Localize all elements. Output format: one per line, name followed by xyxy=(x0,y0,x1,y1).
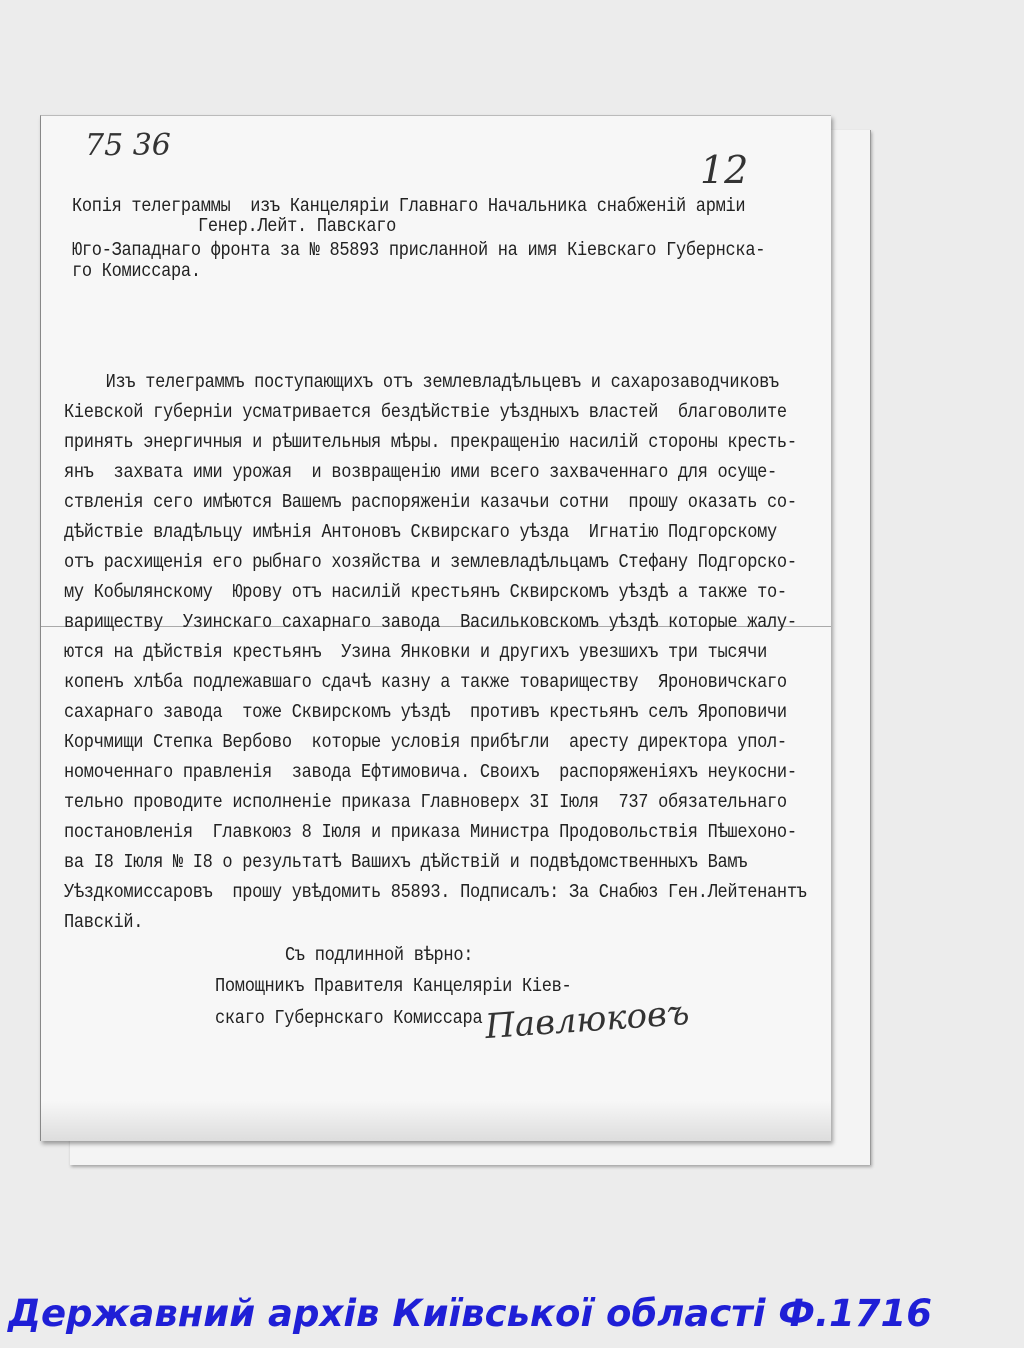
signature: Павлюковъ xyxy=(483,992,691,1048)
body-line: Корчмищи Степка Вербово которые условія прибѣгли аресту директора упол- xyxy=(64,732,787,754)
page-number: 12 xyxy=(700,148,749,192)
header-line: Копія телеграммы изъ Канцеляріи Главнаго Начальника снабженій арміи xyxy=(72,196,746,218)
body-line: копенъ хлѣба подлежавшаго сдачѣ казну а также товариществу Яроновичскаго xyxy=(64,672,787,694)
closing-line: Съ подлинной вѣрно: xyxy=(285,945,474,967)
body-line: вариществу Узинскаго сахарнаго завода Васильковскомъ уѣздѣ которые жалу- xyxy=(64,612,797,634)
body-line: принять энергичныя и рѣшительныя мѣры. прекращенію насилій стороны кресть- xyxy=(64,432,797,454)
header-line: го Комиссара. xyxy=(72,261,201,283)
body-line: ются на дѣйствія крестьянъ Узина Янковки и другихъ увезшихъ три тысячи xyxy=(64,642,768,664)
body-line: Уѣздкомиссаровъ прошу увѣдомить 85893. Подписалъ: За Снабюз Ген.Лейтенантъ xyxy=(64,882,807,904)
header-line: Юго-Западнаго фронта за № 85893 присланной на имя Кіевскаго Губернска- xyxy=(72,240,766,262)
body-line: Кіевской губерніи усматривается бездѣйствіе уѣздныхъ властей благоволите xyxy=(64,402,787,424)
body-line: Павскій. xyxy=(64,912,144,934)
body-line: тельно проводите исполненіе приказа Главноверх 3I Іюля 737 обязательнаго xyxy=(64,792,787,814)
archive-caption: Державний архів Київської області Ф.1716 xyxy=(8,1292,933,1335)
closing-line: Помощникъ Правителя Канцеляріи Кіев- xyxy=(215,976,572,998)
body-line: ствленія сего имѣются Вашемъ распоряженіи казачьи сотни прошу оказать со- xyxy=(64,492,797,514)
body-line: постановленія Главкоюз 8 Іюля и приказа Министра Продовольствія Пѣшехоно- xyxy=(64,822,797,844)
body-line: му Кобылянскому Юрову отъ насилій крестьянъ Сквирскомъ уѣздѣ а также то- xyxy=(64,582,787,604)
body-line: отъ расхищенія его рыбнаго хозяйства и землевладѣльцамъ Стефану Подгорско- xyxy=(64,552,797,574)
closing-line: скаго Губернскаго Комиссара xyxy=(215,1008,483,1030)
body-line: янъ захвата ими урожая и возвращенію ими всего захваченнаго для осуще- xyxy=(64,462,777,484)
body-line: дѣйствіе владѣльцу имѣнія Антоновъ Сквирскаго уѣзда Игнатію Подгорскому xyxy=(64,522,777,544)
header-line: Генер.Лейт. Павскаго xyxy=(198,216,397,238)
body-line: сахарнаго завода тоже Сквирскомъ уѣздѣ противъ крестьянъ селъ Яроповичи xyxy=(64,702,787,724)
body-line: номоченнаго правленія завода Ефтимовича. Своихъ распоряженіяхъ неукосни- xyxy=(64,762,797,784)
body-line: Изъ телеграммъ поступающихъ отъ землевладѣльцевъ и сахарозаводчиковъ xyxy=(66,372,779,394)
body-line: ва I8 Іюля № I8 о результатѣ Вашихъ дѣйствій и подвѣдомственныхъ Вамъ xyxy=(64,852,748,874)
archive-number: 75 36 xyxy=(85,128,171,163)
